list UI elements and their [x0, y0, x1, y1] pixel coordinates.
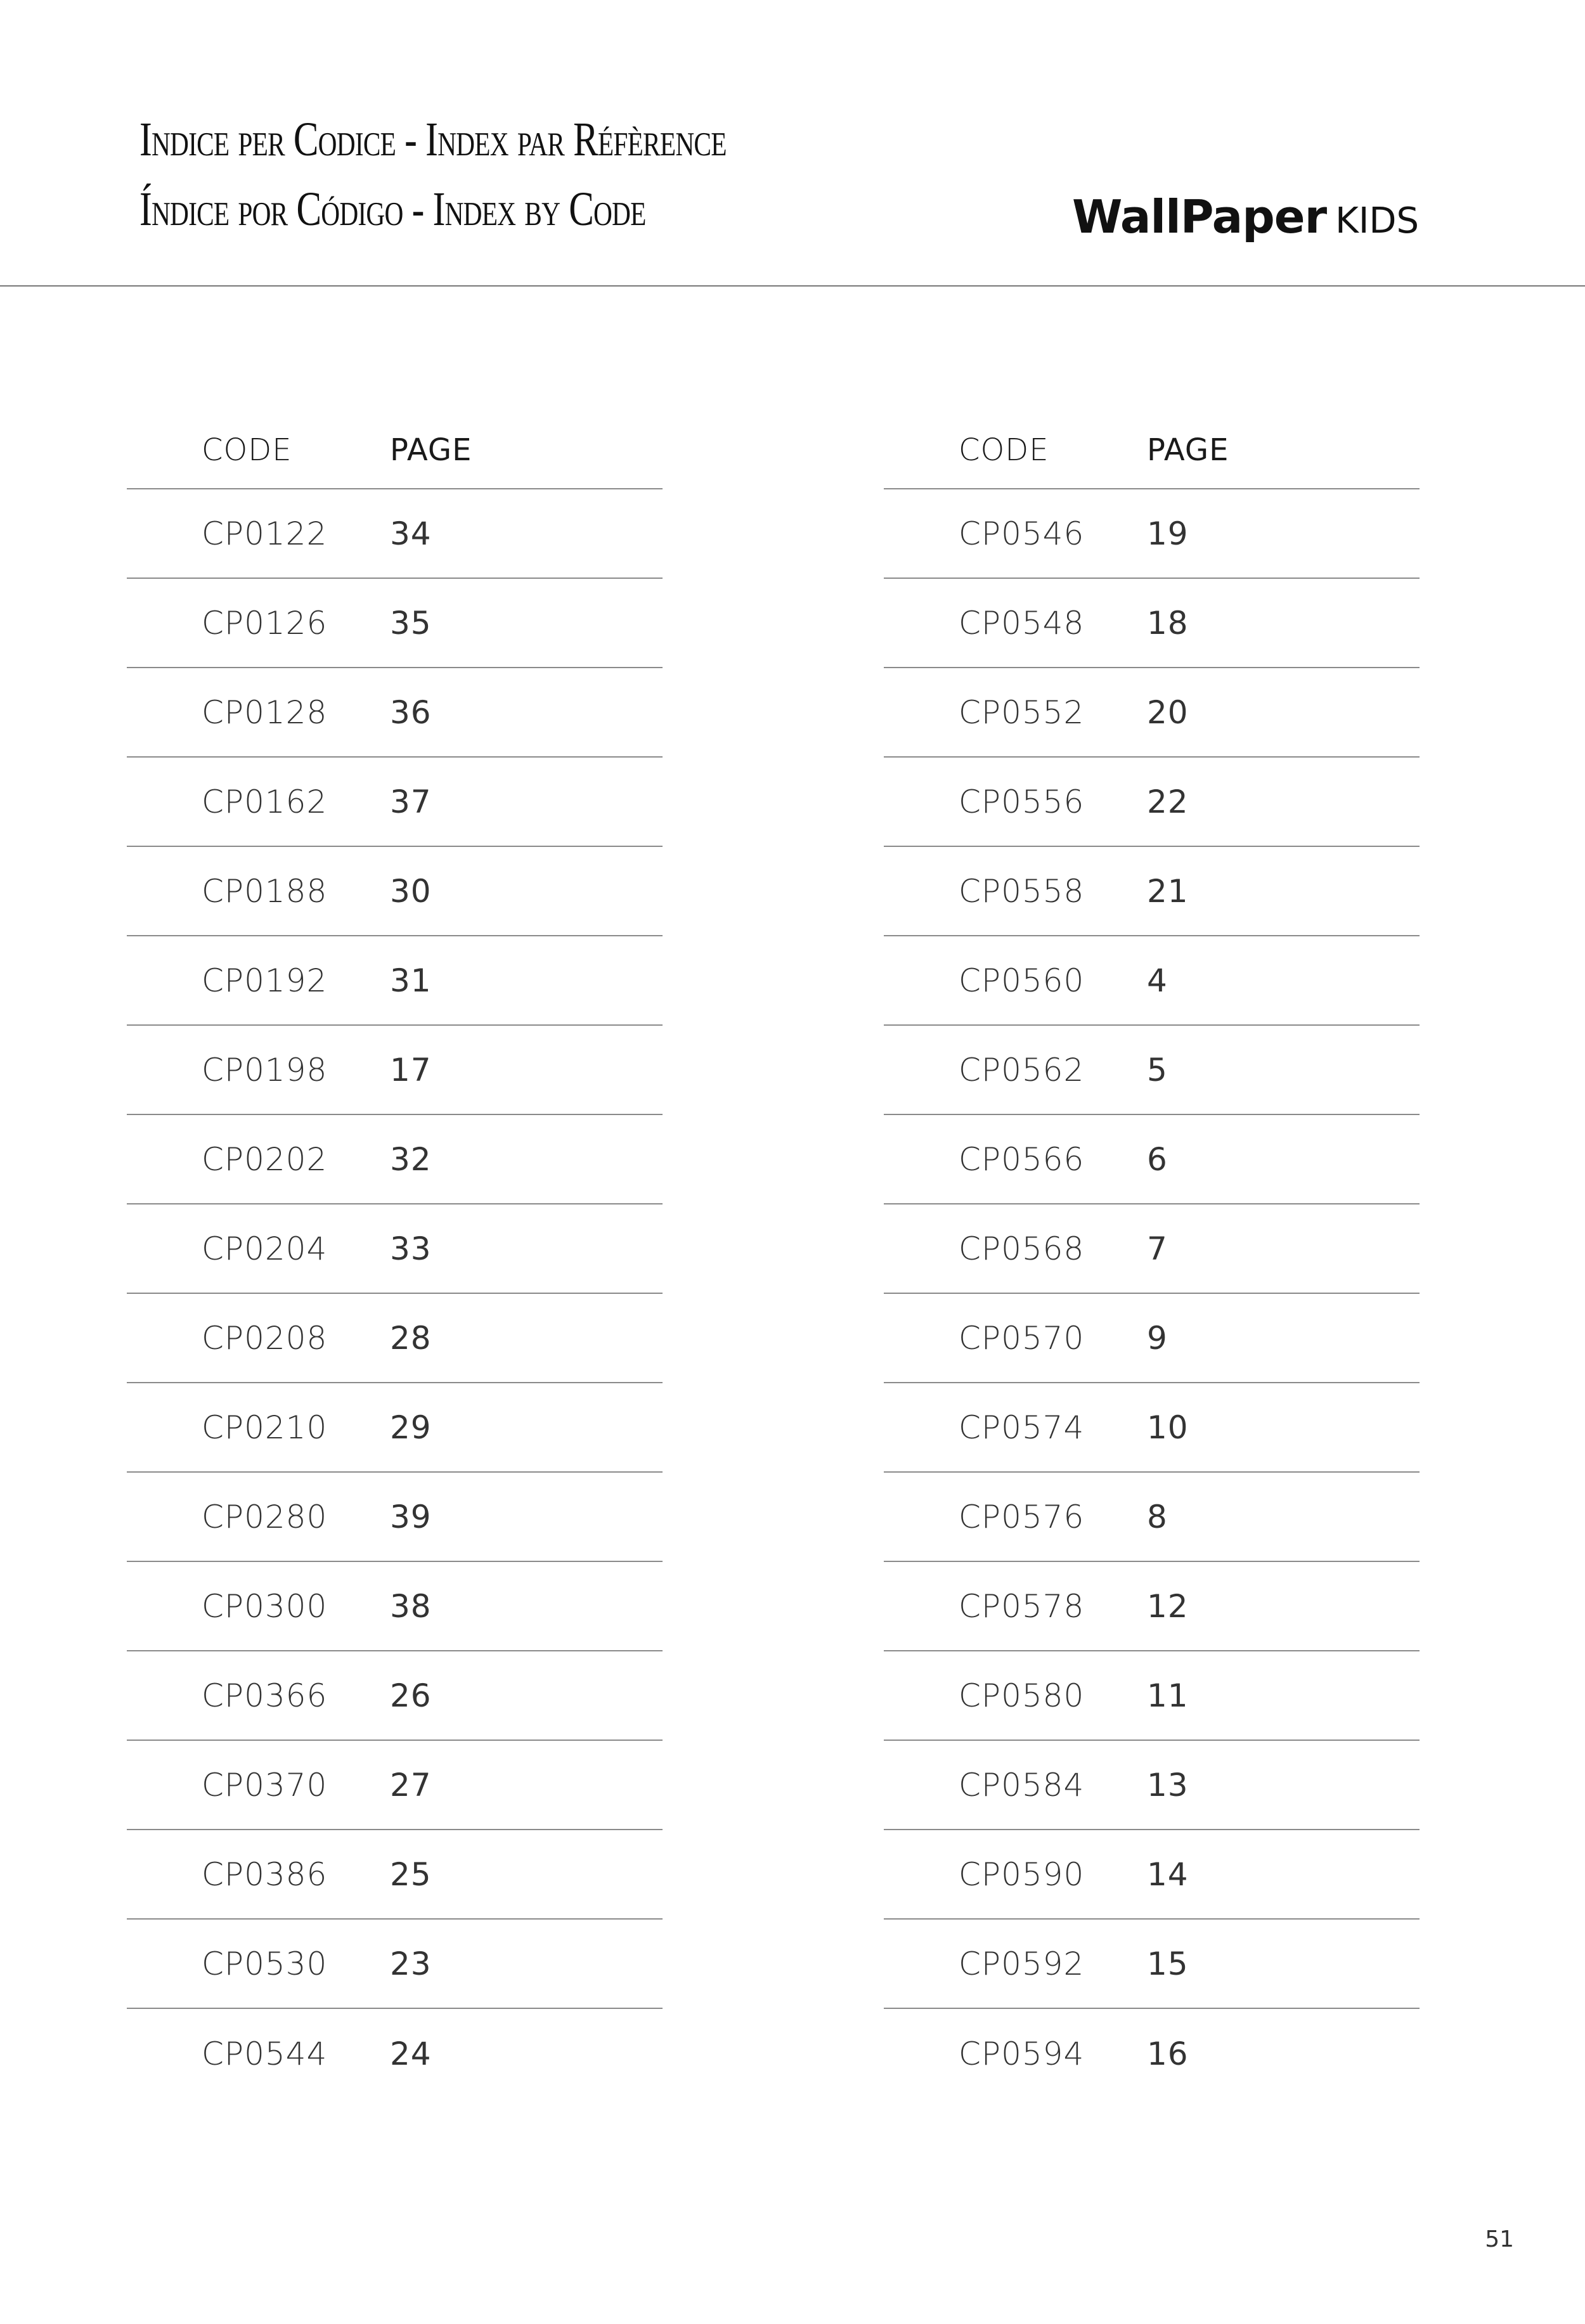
page-cell: 11	[1147, 1677, 1189, 1714]
table-row	[127, 2009, 663, 2098]
column-header-page: PAGE	[1147, 432, 1229, 468]
page-cell: 31	[390, 962, 432, 999]
code-cell: CP0594	[959, 2035, 1085, 2072]
code-cell: CP0188	[202, 872, 328, 910]
page-cell: 24	[390, 2035, 432, 2072]
table-row	[127, 1651, 663, 1741]
page-cell: 7	[1147, 1230, 1168, 1267]
code-cell: CP0574	[959, 1409, 1085, 1446]
table-row	[884, 1651, 1420, 1741]
table-row	[127, 1741, 663, 1830]
page-cell: 38	[390, 1587, 432, 1625]
table-row	[884, 489, 1420, 579]
page-cell: 22	[1147, 783, 1189, 820]
table-row	[127, 668, 663, 758]
code-cell: CP0204	[202, 1230, 328, 1267]
code-cell: CP0556	[959, 783, 1085, 820]
table-row	[884, 579, 1420, 668]
code-cell: CP0370	[202, 1766, 328, 1804]
page-cell: 5	[1147, 1051, 1168, 1088]
table-row	[884, 1741, 1420, 1830]
index-table-left	[127, 412, 663, 2098]
page-cell: 39	[390, 1498, 432, 1535]
code-cell: CP0560	[959, 962, 1085, 999]
table-row	[884, 1830, 1420, 1920]
table-row	[127, 1830, 663, 1920]
code-cell: CP0126	[202, 604, 328, 642]
page-cell: 17	[390, 1051, 432, 1088]
page-cell: 9	[1147, 1319, 1168, 1357]
code-cell: CP0210	[202, 1409, 328, 1446]
code-cell: CP0558	[959, 872, 1085, 910]
table-row	[127, 579, 663, 668]
code-cell: CP0548	[959, 604, 1085, 642]
table-row	[884, 936, 1420, 1026]
table-row	[884, 1026, 1420, 1115]
code-cell: CP0300	[202, 1587, 328, 1625]
table-row	[884, 668, 1420, 758]
table-row	[127, 1026, 663, 1115]
table-row	[127, 1920, 663, 2009]
code-cell: CP0580	[959, 1677, 1085, 1714]
page-cell: 33	[390, 1230, 432, 1267]
title-line-2: Índice por Código - Index by Code	[139, 183, 646, 236]
page-cell: 35	[390, 604, 432, 642]
page-cell: 21	[1147, 872, 1189, 910]
page-cell: 12	[1147, 1587, 1189, 1625]
page-cell: 8	[1147, 1498, 1168, 1535]
table-header	[884, 412, 1420, 489]
page-cell: 6	[1147, 1140, 1168, 1178]
code-cell: CP0566	[959, 1140, 1085, 1178]
page-cell: 36	[390, 694, 432, 731]
code-cell: CP0568	[959, 1230, 1085, 1267]
page-cell: 19	[1147, 515, 1189, 552]
brand-subtitle: KIDS	[1335, 200, 1419, 242]
title-line-1: Indice per Codice - Index par Réfèrence	[139, 113, 727, 166]
code-cell: CP0546	[959, 515, 1085, 552]
code-cell: CP0544	[202, 2035, 328, 2072]
code-cell: CP0590	[959, 1856, 1085, 1893]
table-row	[127, 1204, 663, 1294]
table-row	[884, 1294, 1420, 1383]
code-cell: CP0208	[202, 1319, 328, 1357]
column-header-code: CODE	[202, 432, 292, 468]
index-table-right	[884, 412, 1420, 2098]
page-cell: 20	[1147, 694, 1189, 731]
code-cell: CP0198	[202, 1051, 328, 1088]
page-cell: 4	[1147, 962, 1168, 999]
column-header-code: CODE	[959, 432, 1049, 468]
brand-logo	[1072, 190, 1419, 243]
table-row	[127, 1294, 663, 1383]
code-cell: CP0576	[959, 1498, 1085, 1535]
table-row	[884, 758, 1420, 847]
table-row	[127, 1473, 663, 1562]
code-cell: CP0570	[959, 1319, 1085, 1357]
page-cell: 34	[390, 515, 432, 552]
page-cell: 13	[1147, 1766, 1189, 1804]
page-cell: 29	[390, 1409, 432, 1446]
code-cell: CP0128	[202, 694, 328, 731]
code-cell: CP0280	[202, 1498, 328, 1535]
table-header	[127, 412, 663, 489]
page-cell: 27	[390, 1766, 432, 1804]
code-cell: CP0592	[959, 1945, 1085, 1982]
page-cell: 14	[1147, 1856, 1189, 1893]
table-row	[884, 847, 1420, 936]
table-row	[127, 847, 663, 936]
table-row	[884, 1920, 1420, 2009]
page-cell: 30	[390, 872, 432, 910]
page-cell: 32	[390, 1140, 432, 1178]
page-cell: 18	[1147, 604, 1189, 642]
header-divider	[0, 285, 1585, 287]
code-cell: CP0578	[959, 1587, 1085, 1625]
brand-name: WallPaper	[1071, 190, 1327, 243]
table-row	[884, 1115, 1420, 1204]
page-cell: 23	[390, 1945, 432, 1982]
page-title	[139, 105, 727, 244]
table-row	[884, 1204, 1420, 1294]
table-row	[884, 1383, 1420, 1473]
code-cell: CP0552	[959, 694, 1085, 731]
page-cell: 16	[1147, 2035, 1189, 2072]
table-row	[127, 936, 663, 1026]
table-row	[127, 758, 663, 847]
code-cell: CP0530	[202, 1945, 328, 1982]
page-cell: 15	[1147, 1945, 1189, 1982]
page-cell: 37	[390, 783, 432, 820]
table-row	[127, 489, 663, 579]
code-cell: CP0162	[202, 783, 328, 820]
page-cell: 26	[390, 1677, 432, 1714]
page-number: 51	[1485, 2226, 1514, 2252]
code-cell: CP0366	[202, 1677, 328, 1714]
page-cell: 28	[390, 1319, 432, 1357]
table-row	[127, 1383, 663, 1473]
table-row	[884, 2009, 1420, 2098]
code-cell: CP0122	[202, 515, 328, 552]
code-cell: CP0192	[202, 962, 328, 999]
table-row	[884, 1473, 1420, 1562]
code-cell: CP0562	[959, 1051, 1085, 1088]
table-row	[127, 1562, 663, 1651]
code-cell: CP0386	[202, 1856, 328, 1893]
column-header-page: PAGE	[390, 432, 472, 468]
page-cell: 25	[390, 1856, 432, 1893]
page-cell: 10	[1147, 1409, 1189, 1446]
table-row	[884, 1562, 1420, 1651]
table-row	[127, 1115, 663, 1204]
code-cell: CP0584	[959, 1766, 1085, 1804]
code-cell: CP0202	[202, 1140, 328, 1178]
